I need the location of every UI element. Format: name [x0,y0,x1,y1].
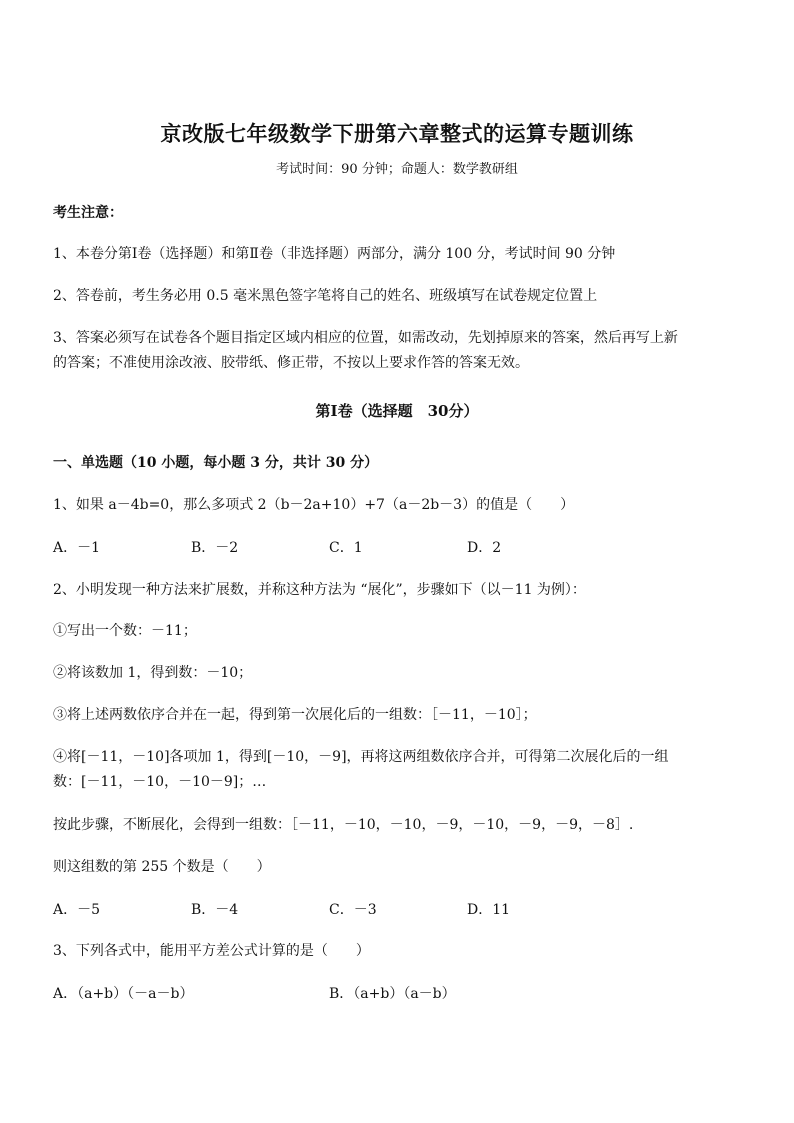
exam-info: 考试时间：90 分钟；命题人：数学教研组 [276,162,518,177]
notice-item-2: 2、答卷前，考生务必用 0.5 毫米黑色签字笔将自己的姓名、班级填写在试卷规定位置上 [53,288,598,304]
notice-item-1: 1、本卷分第Ⅰ卷（选择题）和第Ⅱ卷（非选择题）两部分，满分 100 分，考试时间 90 分钟 [53,246,616,262]
q2-step-1: ①写出一个数：－11； [53,623,197,639]
q1-option-b: B．－2 [191,540,239,556]
notice-item-3: 3、答案必须写在试卷各个题目指定区域内相应的位置，如需改动，先划掉原来的答案，然后再写上新 [53,330,678,346]
q2-option-a: A．－5 [53,902,101,918]
q3-option-a: A．（a+b）（－a－b） [53,986,194,1002]
q2-step-2: ②将该数加 1，得到数：－10； [53,665,253,681]
section-title: 第Ⅰ卷（选择题 30分） [315,402,479,420]
q1-option-c: C．1 [329,540,363,556]
q2-option-c: C．－3 [329,902,377,918]
q2-step-3: ③将上述两数依序合并在一起，得到第一次展化后的一组数：［－11，－10］； [53,707,537,723]
q2-question: 则这组数的第 255 个数是（ ） [53,859,271,875]
notice-item-3-cont: 的答案；不准使用涂改液、胶带纸、修正带，不按以上要求作答的答案无效。 [53,355,529,371]
q3-stem: 3、下列各式中，能用平方差公式计算的是（ ） [53,943,370,959]
notice-heading: 考生注意： [53,205,123,221]
q2-continue: 按此步骤，不断展化，会得到一组数：［－11，－10，－10，－9，－10，－9，－9，－8］. [53,817,634,833]
q2-option-d: D．11 [467,902,511,918]
page-title: 京改版七年级数学下册第六章整式的运算专题训练 [160,121,634,146]
q1-option-a: A．－1 [53,540,101,556]
q3-option-b: B．（a+b）（a－b） [329,986,456,1002]
q1-stem: 1、如果 a－4b=0，那么多项式 2（b－2a+10）+7（a－2b－3）的值是（ ） [53,497,575,513]
q2-step-4-cont: 数：[－11，－10，－10－9]；… [53,774,267,790]
q2-stem: 2、小明发现一种方法来扩展数，并称这种方法为 “展化”，步骤如下（以－11 为例）： [53,582,586,598]
part-title: 一、单选题（10 小题，每小题 3 分，共计 30 分） [53,455,379,471]
q1-option-d: D．2 [467,540,502,556]
q2-step-4: ④将[－11，－10]各项加 1，得到[－10，－9]，再将这两组数依序合并，可得第二次展化后的一组 [53,749,669,765]
q2-option-b: B．－4 [191,902,239,918]
